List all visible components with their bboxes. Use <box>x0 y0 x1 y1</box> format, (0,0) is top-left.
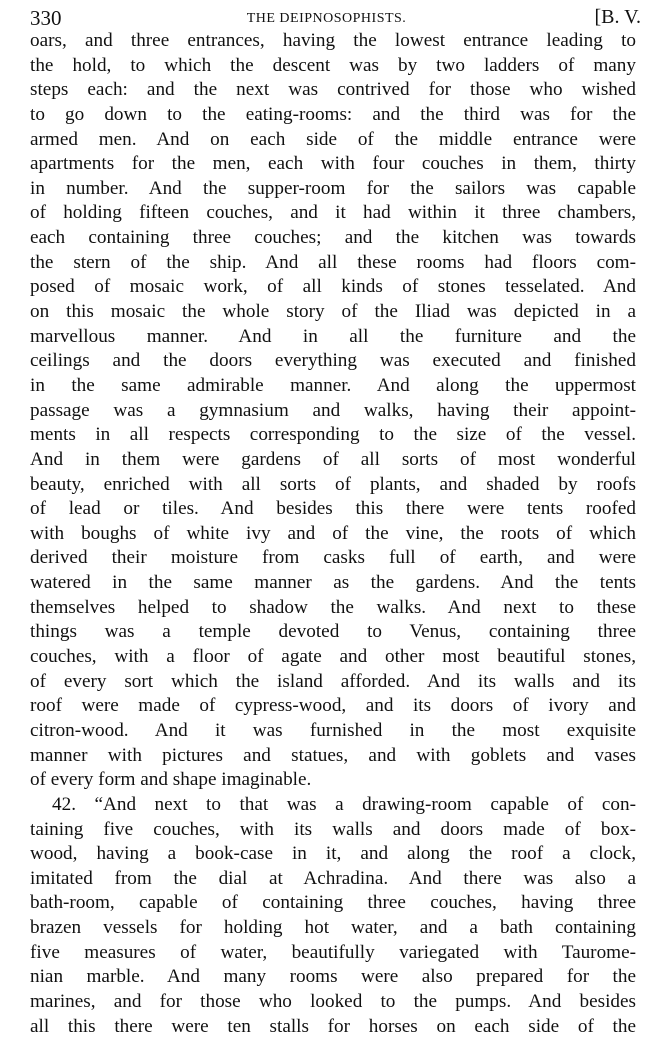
text-line: oars, and three entrances, having the lowest entrance leading to <box>30 30 636 51</box>
text-line: brazen vessels for holding hot water, and a bath containing <box>30 917 636 939</box>
text-line: all this there were ten stalls for horses on each side of the <box>30 1015 636 1037</box>
text-line: roof were made of cypress-wood, and its doors of ivory and <box>30 695 636 717</box>
text-line: posed of mosaic work, of all kinds of stones tesselated. And <box>30 276 636 298</box>
section-marker: [B. V. <box>594 6 641 28</box>
text-line: the hold, to which the descent was by two ladders of many <box>30 54 636 76</box>
text-line: marines, and for those who looked to the pumps. And besides <box>30 990 636 1012</box>
text-line: apartments for the men, each with four couches in them, thirty <box>30 153 636 175</box>
text-line: of holding fifteen couches, and it had within it three chambers, <box>30 202 636 224</box>
text-line: couches, with a floor of agate and other most beautiful stones, <box>30 646 636 668</box>
text-line: manner with pictures and statues, and with goblets and vases <box>30 744 636 766</box>
text-line: steps each: and the next was contrived for those who wished <box>30 79 636 101</box>
text-line: each containing three couches; and the kitchen was towards <box>30 227 636 249</box>
text-line: ments in all respects corresponding to the size of the vessel. <box>30 424 636 446</box>
text-line: 42. “And next to that was a drawing-room capable of con- <box>52 793 636 815</box>
text-line: And in them were gardens of all sorts of most wonderful <box>30 448 636 470</box>
text-line: marvellous manner. And in all the furniture and the <box>30 325 636 347</box>
text-line: ceilings and the doors everything was executed and finished <box>30 350 636 372</box>
text-line: the stern of the ship. And all these rooms had floors com- <box>30 251 636 273</box>
text-line: beauty, enriched with all sorts of plants, and shaded by roofs <box>30 473 636 495</box>
text-line: passage was a gymnasium and walks, having their appoint- <box>30 399 636 421</box>
text-line: of every sort which the island afforded. And its walls and its <box>30 670 636 692</box>
text-line: on this mosaic the whole story of the Iliad was depicted in a <box>30 301 636 323</box>
text-line: of lead or tiles. And besides this there were tents roofed <box>30 498 636 520</box>
text-line: armed men. And on each side of the middle entrance were <box>30 128 636 150</box>
text-line: five measures of water, beautifully variegated with Taurome- <box>30 941 636 963</box>
page-body-text <box>30 29 636 1039</box>
text-line: imitated from the dial at Achradina. And there was also a <box>30 867 636 889</box>
text-line: taining five couches, with its walls and doors made of box- <box>30 818 636 840</box>
text-line: citron-wood. And it was furnished in the most exquisite <box>30 719 636 741</box>
text-line: nian marble. And many rooms were also prepared for the <box>30 966 636 988</box>
text-line: bath-room, capable of containing three couches, having three <box>30 892 636 914</box>
text-line: in the same admirable manner. And along the uppermost <box>30 374 636 396</box>
text-line: derived their moisture from casks full of earth, and were <box>30 547 636 569</box>
text-line: wood, having a book-case in it, and along the roof a clock, <box>30 843 636 865</box>
text-line: of every form and shape imaginable. <box>30 769 312 791</box>
running-title: THE DEIPNOSOPHISTS. <box>246 11 407 26</box>
text-line: with boughs of white ivy and of the vine, the roots of which <box>30 522 636 544</box>
page-number: 330 <box>30 6 62 30</box>
text-line: themselves helped to shadow the walks. And next to these <box>30 596 636 618</box>
text-line: things was a temple devoted to Venus, containing three <box>30 621 636 643</box>
text-line: to go down to the eating-rooms: and the third was for the <box>30 103 636 125</box>
text-line: watered in the same manner as the gardens. And the tents <box>30 572 636 594</box>
text-line: in number. And the supper-room for the sailors was capable <box>30 177 636 199</box>
